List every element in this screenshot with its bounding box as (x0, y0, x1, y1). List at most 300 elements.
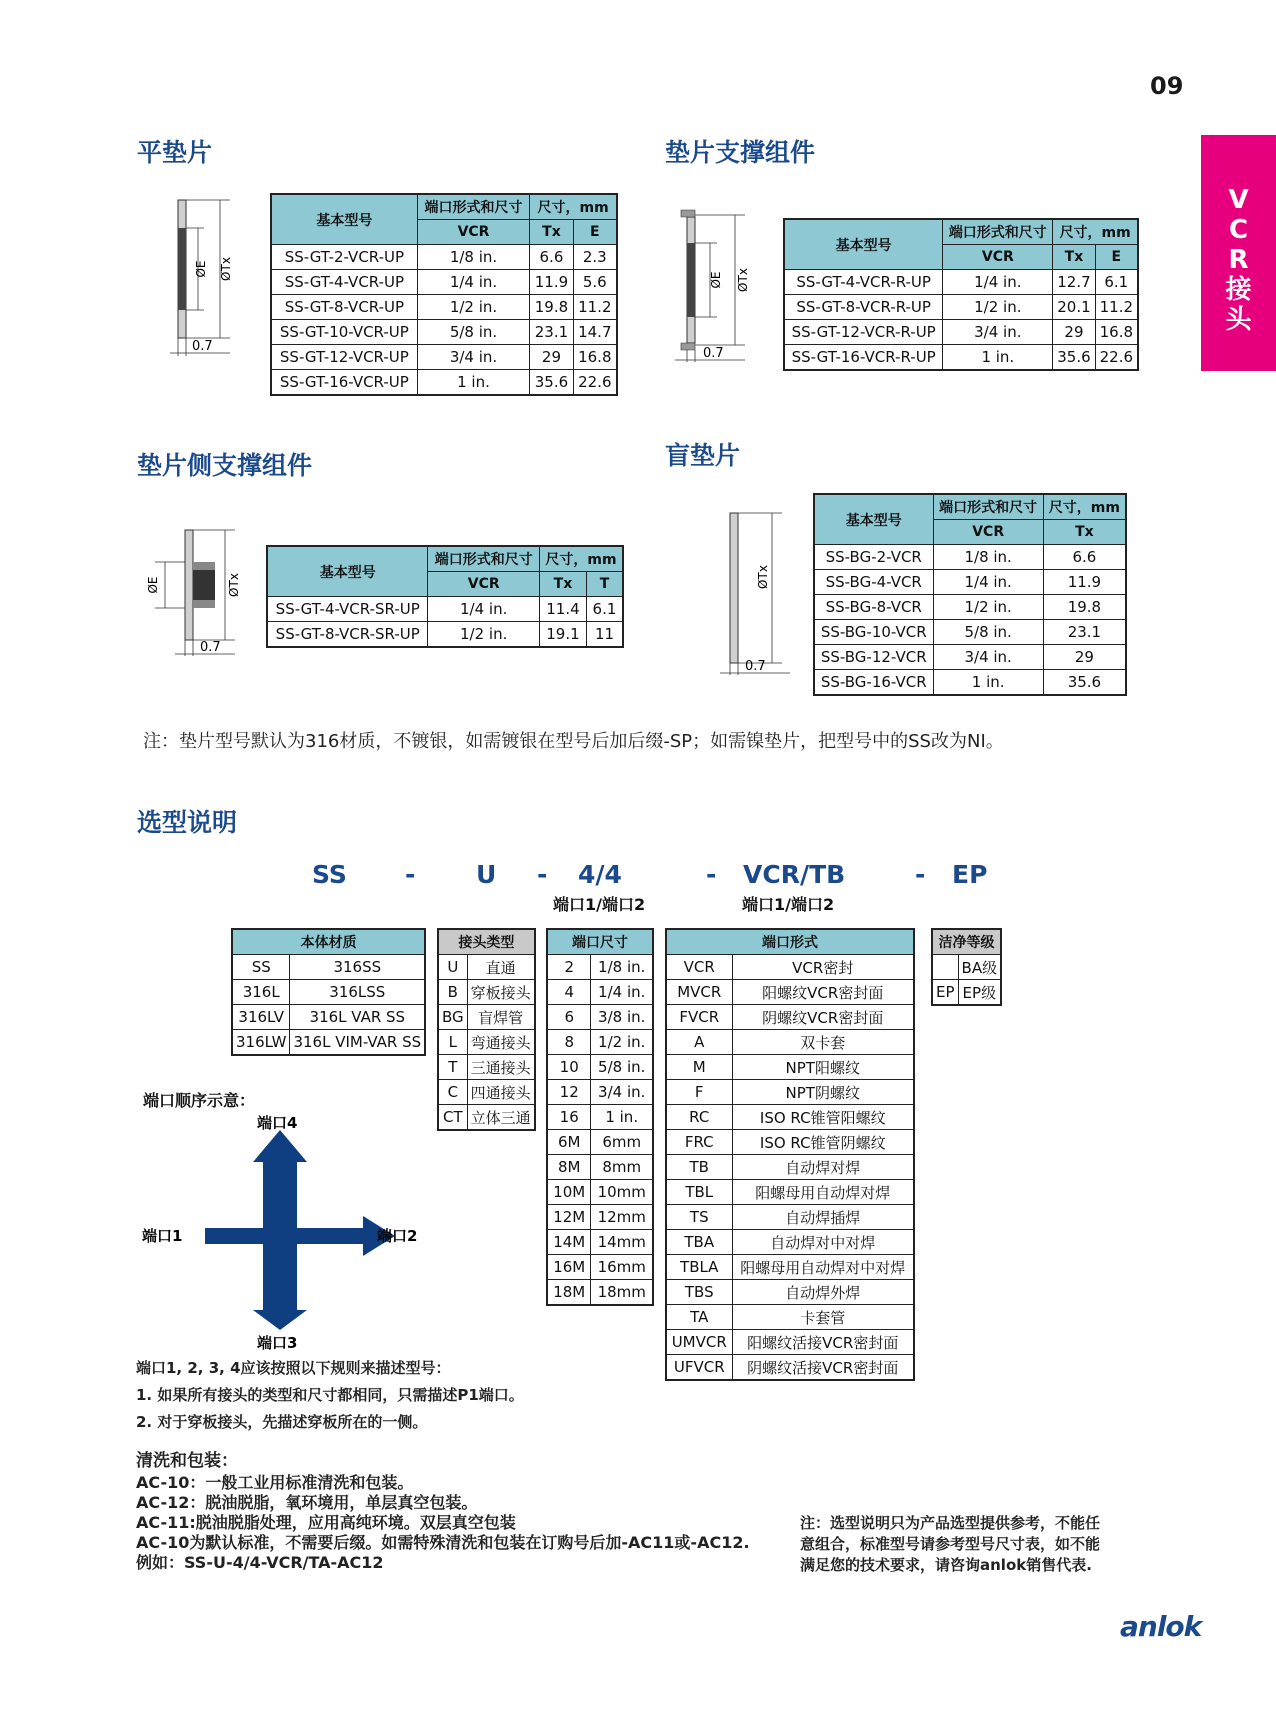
side-retainer-drawing (135, 520, 265, 660)
table-cell: 阴螺纹VCR密封面 (732, 1005, 914, 1030)
table-row (438, 1055, 535, 1080)
table-cell: 6M (547, 1130, 591, 1155)
table-cell: 35.6 (530, 370, 573, 396)
dim-tx-label: ØTx (219, 257, 233, 281)
table-row (547, 1255, 653, 1280)
type-table (437, 928, 536, 1131)
table-header-row (666, 929, 914, 955)
table-row (438, 1105, 535, 1131)
table-row (666, 1030, 914, 1055)
table-row (232, 1005, 425, 1030)
table-cell: 3/4 in. (591, 1080, 653, 1105)
drawing-shape (193, 600, 215, 608)
table-cell: 自动焊对中对焊 (732, 1230, 914, 1255)
table-row (271, 320, 617, 345)
code-clean: EP (952, 860, 988, 889)
port2-label: 端口2 (377, 1227, 418, 1245)
table-row (547, 1130, 653, 1155)
table-cell: NPT阳螺纹 (732, 1055, 914, 1080)
drawing-shape (193, 562, 215, 570)
table-cell: 盲焊管 (467, 1005, 535, 1030)
table-cell: UFVCR (666, 1355, 732, 1381)
table-cell: 11.9 (530, 270, 573, 295)
table-row (666, 1005, 914, 1030)
table-cell: 6.6 (530, 245, 573, 270)
table-cell: 自动焊插焊 (732, 1205, 914, 1230)
page-number: 09 (1150, 72, 1184, 100)
table-cell: TBA (666, 1230, 732, 1255)
table-cell: 1 in. (933, 670, 1043, 696)
table-row (666, 1180, 914, 1205)
table-row (547, 1105, 653, 1130)
table-cell: A (666, 1030, 732, 1055)
table-row (271, 370, 617, 396)
table-cell: 直通 (467, 955, 535, 980)
tab-char: 接 (1225, 275, 1252, 305)
table-cell: 8mm (591, 1155, 653, 1180)
table-row (666, 955, 914, 980)
table-cell: SS-GT-4-VCR-R-UP (784, 270, 943, 295)
table-cell: T (586, 572, 623, 597)
table-cell: 1/2 in. (943, 295, 1053, 320)
table-cell: 16mm (591, 1255, 653, 1280)
dim-thickness: 0.7 (703, 346, 724, 361)
table-row (932, 955, 1001, 980)
table-row (271, 295, 617, 320)
table-cell: 6.1 (1095, 270, 1138, 295)
table-cell: 1/2 in. (933, 595, 1043, 620)
disclaimer (800, 1513, 1100, 1576)
table-cell: 316LV (232, 1005, 290, 1030)
table-cell: VCR (666, 955, 732, 980)
table-cell: 四通接头 (467, 1080, 535, 1105)
table-cell: 1/4 in. (933, 570, 1043, 595)
table-row (666, 1230, 914, 1255)
col-vcr: VCR (417, 220, 530, 245)
text-line: 例如：SS-U-4/4-VCR/TA-AC12 (136, 1553, 384, 1572)
table-row (666, 1080, 914, 1105)
table-row (666, 1355, 914, 1381)
table-cell: SS-GT-4-VCR-SR-UP (267, 597, 428, 622)
table-cell: VCR (933, 520, 1043, 545)
clean-table (931, 928, 1002, 1006)
table-cell: SS-GT-4-VCR-UP (271, 270, 417, 295)
code-type: U (476, 860, 497, 889)
table-cell: 1/4 in. (943, 270, 1053, 295)
text-line: 2. 对于穿板接头，先描述穿板所在的一侧。 (136, 1413, 428, 1431)
table-row (438, 1030, 535, 1055)
table-cell: 4 (547, 980, 591, 1005)
table-cell: 6 (547, 1005, 591, 1030)
col-e: E (573, 220, 617, 245)
table-cell: 接头类型 (438, 929, 535, 955)
table-cell: 316SS (290, 955, 425, 980)
table-cell: 阴螺纹活接VCR密封面 (732, 1355, 914, 1381)
table-row (814, 570, 1126, 595)
table-cell: 自动焊外焊 (732, 1280, 914, 1305)
form-table (665, 928, 915, 1381)
table-row (666, 1155, 914, 1180)
table-cell: 11.4 (539, 597, 586, 622)
table-cell: 16.8 (573, 345, 617, 370)
table-cell: 卡套管 (732, 1305, 914, 1330)
table-cell: VCR (943, 245, 1053, 270)
table-cell: 端口形式和尺寸 (943, 219, 1053, 245)
table-cell: 端口尺寸 (547, 929, 653, 955)
table-cell: BA级 (958, 955, 1001, 980)
col-size: 尺寸，mm (530, 194, 617, 220)
port-order-label: 端口顺序示意： (143, 1091, 256, 1110)
table-cell: 弯通接头 (467, 1030, 535, 1055)
text-line: AC-11:脱油脱脂处理，应用高纯环境。双层真空包装 (136, 1513, 516, 1532)
table-cell: Tx (1053, 245, 1095, 270)
table-cell: C (438, 1080, 467, 1105)
table-cell: 1 in. (591, 1105, 653, 1130)
table-cell: 1 in. (943, 345, 1053, 371)
table-cell: SS-GT-16-VCR-UP (271, 370, 417, 396)
table-cell: 10mm (591, 1180, 653, 1205)
table-cell: EP (932, 980, 958, 1006)
table-cell: NPT阴螺纹 (732, 1080, 914, 1105)
table-cell: 1/8 in. (591, 955, 653, 980)
table-cell: SS-BG-10-VCR (814, 620, 933, 645)
table-cell: 316L VIM-VAR SS (290, 1030, 425, 1056)
col-base: 基本型号 (271, 194, 417, 245)
drawing-shape (687, 243, 695, 317)
table-cell: 20.1 (1053, 295, 1095, 320)
port-order-diagram (135, 1110, 445, 1350)
table-row (271, 245, 617, 270)
text-line: 注：选型说明只为产品选型提供参考，不能任 (800, 1514, 1101, 1532)
table-row (547, 1230, 653, 1255)
table-row (666, 980, 914, 1005)
table-cell: 18M (547, 1280, 591, 1306)
col-tx: Tx (530, 220, 573, 245)
table-cell: 11.2 (1095, 295, 1138, 320)
cross-arrow-icon (205, 1130, 395, 1330)
table-cell: Tx (539, 572, 586, 597)
table-cell: TA (666, 1305, 732, 1330)
table-row (232, 1030, 425, 1056)
code-size: 4/4 (578, 860, 622, 889)
table-cell: 3/4 in. (933, 645, 1043, 670)
table-cell: SS-BG-8-VCR (814, 595, 933, 620)
text-line: AC-10：一般工业用标准清洗和包装。 (136, 1473, 414, 1492)
table-header-row (232, 929, 425, 955)
table-cell: VCR密封 (732, 955, 914, 980)
table-cell: 端口形式 (666, 929, 914, 955)
table-cell: 1/8 in. (933, 545, 1043, 570)
table-cell: 穿板接头 (467, 980, 535, 1005)
table-cell: 基本型号 (267, 546, 428, 597)
table-cell: 8 (547, 1030, 591, 1055)
table-cell: 10M (547, 1180, 591, 1205)
table-cell: 29 (530, 345, 573, 370)
table-row (232, 980, 425, 1005)
table-header-row (267, 546, 623, 572)
table-row (784, 270, 1138, 295)
table-row (267, 622, 623, 648)
table-header-row (547, 929, 653, 955)
table-cell: TBS (666, 1280, 732, 1305)
table-row (547, 1080, 653, 1105)
table-cell: TS (666, 1205, 732, 1230)
dim-e-label: ØE (194, 260, 208, 278)
table-cell: 2 (547, 955, 591, 980)
flat-gasket-drawing (160, 190, 260, 360)
code-dash: - (915, 860, 926, 889)
table-row (784, 320, 1138, 345)
dim-tx-label: ØTx (227, 573, 241, 597)
table-cell: SS-GT-2-VCR-UP (271, 245, 417, 270)
table-cell: TBLA (666, 1255, 732, 1280)
table-row (271, 345, 617, 370)
text-line: 清洗和包装： (136, 1451, 238, 1471)
rules-block (136, 1357, 524, 1433)
text-line: AC-12：脱油脱脂，氧环境用，单层真空包装。 (136, 1493, 478, 1512)
table-cell: 3/4 in. (417, 345, 530, 370)
code-dash: - (706, 860, 717, 889)
table-cell: TB (666, 1155, 732, 1180)
table-cell: RC (666, 1105, 732, 1130)
retainer-gasket-drawing (665, 205, 775, 365)
table-cell: B (438, 980, 467, 1005)
code-material: SS (312, 860, 347, 889)
table-cell: SS-GT-8-VCR-UP (271, 295, 417, 320)
code-dash: - (537, 860, 548, 889)
table-cell: 3/8 in. (591, 1005, 653, 1030)
table-cell: 6mm (591, 1130, 653, 1155)
table-cell: 29 (1043, 645, 1126, 670)
table-cell: F (666, 1080, 732, 1105)
table-row (784, 295, 1138, 320)
table-row (547, 1155, 653, 1180)
table-cell: 自动焊对焊 (732, 1155, 914, 1180)
table-cell: 18mm (591, 1280, 653, 1306)
table-row (666, 1130, 914, 1155)
dim-e-label: ØE (146, 576, 160, 594)
table-header-row (932, 929, 1001, 955)
table-cell: SS (232, 955, 290, 980)
table-cell: SS-GT-8-VCR-R-UP (784, 295, 943, 320)
table-cell: 6.1 (586, 597, 623, 622)
table-cell: E (1095, 245, 1138, 270)
table-row (666, 1205, 914, 1230)
table-cell: TBL (666, 1180, 732, 1205)
blind-gasket-table (813, 493, 1127, 696)
table-row (438, 1005, 535, 1030)
table-cell: 6.6 (1043, 545, 1126, 570)
table-cell: Tx (1043, 520, 1126, 545)
table-cell: VCR (428, 572, 539, 597)
port-caption: 端口1/端口2 (553, 895, 646, 914)
port3-label: 端口3 (257, 1334, 298, 1350)
table-cell: ISO RC锥管阳螺纹 (732, 1105, 914, 1130)
text-line: 满足您的技术要求，请咨询anlok销售代表. (800, 1556, 1092, 1574)
table-cell: U (438, 955, 467, 980)
table-row (547, 1280, 653, 1306)
table-cell: 316LSS (290, 980, 425, 1005)
table-cell: 35.6 (1053, 345, 1095, 371)
table-cell: 尺寸，mm (1043, 494, 1126, 520)
selection-title: 选型说明 (137, 808, 238, 837)
table-cell: 8M (547, 1155, 591, 1180)
table-cell: SS-BG-4-VCR (814, 570, 933, 595)
table-cell: 尺寸，mm (1053, 219, 1138, 245)
code-form: VCR/TB (743, 860, 846, 889)
table-cell: FVCR (666, 1005, 732, 1030)
table-cell: MVCR (666, 980, 732, 1005)
drawing-shape (178, 228, 186, 310)
port-caption: 端口1/端口2 (742, 895, 835, 914)
table-cell: UMVCR (666, 1330, 732, 1355)
table-cell: 316L (232, 980, 290, 1005)
table-row (666, 1055, 914, 1080)
table-cell: SS-BG-16-VCR (814, 670, 933, 696)
tab-char: V (1228, 185, 1249, 215)
table-cell: 5/8 in. (417, 320, 530, 345)
drawing-shape (681, 343, 695, 350)
table-cell: 立体三通 (467, 1105, 535, 1131)
table-cell: 316LW (232, 1030, 290, 1056)
retainer-gasket-table (783, 218, 1139, 371)
text-line: 1. 如果所有接头的类型和尺寸都相同，只需描述P1端口。 (136, 1386, 524, 1404)
blind-gasket-title: 盲垫片 (665, 441, 741, 470)
table-cell: 16 (547, 1105, 591, 1130)
table-cell: 29 (1053, 320, 1095, 345)
table-header-row (271, 194, 617, 220)
dim-thickness: 0.7 (745, 659, 766, 674)
table-row (784, 345, 1138, 371)
table-cell: 阳螺纹活接VCR密封面 (732, 1330, 914, 1355)
table-cell: L (438, 1030, 467, 1055)
table-cell: 14mm (591, 1230, 653, 1255)
dim-e-label: ØE (709, 271, 723, 289)
port1-label: 端口1 (142, 1227, 183, 1245)
retainer-gasket-title: 垫片支撑组件 (665, 138, 816, 167)
table-row (547, 1205, 653, 1230)
table-row (438, 980, 535, 1005)
table-cell: 11 (586, 622, 623, 648)
text-line: 意组合，标准型号请参考型号尺寸表，如不能 (800, 1535, 1101, 1553)
table-cell: 22.6 (573, 370, 617, 396)
table-row (547, 980, 653, 1005)
table-cell: 16M (547, 1255, 591, 1280)
table-cell: ISO RC锥管阴螺纹 (732, 1130, 914, 1155)
table-cell: 23.1 (530, 320, 573, 345)
table-cell: 5/8 in. (591, 1055, 653, 1080)
table-cell: 14.7 (573, 320, 617, 345)
table-cell: 本体材质 (232, 929, 425, 955)
table-cell: 23.1 (1043, 620, 1126, 645)
table-cell: 1/2 in. (428, 622, 539, 648)
text-line: 端口1, 2, 3, 4应该按照以下规则来描述型号： (136, 1359, 451, 1377)
table-cell: 1/2 in. (591, 1030, 653, 1055)
size-table (546, 928, 654, 1306)
table-row (547, 955, 653, 980)
drawing-shape (185, 530, 193, 640)
table-cell: 1/2 in. (417, 295, 530, 320)
table-cell: 5/8 in. (933, 620, 1043, 645)
table-cell: 1/4 in. (591, 980, 653, 1005)
table-cell: 19.8 (1043, 595, 1126, 620)
table-header-row (814, 494, 1126, 520)
cleaning-block (136, 1451, 750, 1573)
table-cell: 阳螺母用自动焊对焊 (732, 1180, 914, 1205)
table-cell: 3/4 in. (943, 320, 1053, 345)
dim-thickness: 0.7 (200, 640, 221, 655)
table-row (666, 1280, 914, 1305)
table-cell: 1 in. (417, 370, 530, 396)
table-row (267, 597, 623, 622)
table-cell: 尺寸，mm (539, 546, 623, 572)
table-header-row (438, 929, 535, 955)
drawing-shape (730, 513, 738, 663)
material-note: 注：垫片型号默认为316材质，不镀银，如需镀银在型号后加后缀-SP；如需镍垫片，把型号中的SS改为NI。 (143, 731, 1004, 752)
table-cell: SS-GT-16-VCR-R-UP (784, 345, 943, 371)
col-port: 端口形式和尺寸 (417, 194, 530, 220)
dim-tx-label: ØTx (756, 565, 770, 589)
table-cell: 1/8 in. (417, 245, 530, 270)
table-cell: 端口形式和尺寸 (428, 546, 539, 572)
section-tab (1201, 135, 1276, 371)
table-cell: EP级 (958, 980, 1001, 1006)
drawing-shape (681, 210, 695, 217)
table-cell: 35.6 (1043, 670, 1126, 696)
table-cell: SS-GT-12-VCR-UP (271, 345, 417, 370)
table-cell (932, 955, 958, 980)
table-cell: CT (438, 1105, 467, 1131)
table-row (932, 980, 1001, 1006)
table-row (547, 1055, 653, 1080)
table-cell: 基本型号 (784, 219, 943, 270)
table-row (814, 645, 1126, 670)
table-cell: 5.6 (573, 270, 617, 295)
port4-label: 端口4 (257, 1114, 298, 1132)
table-cell: 22.6 (1095, 345, 1138, 371)
table-cell: T (438, 1055, 467, 1080)
table-row (666, 1105, 914, 1130)
dim-tx-label: ØTx (736, 268, 750, 292)
table-cell: 1/4 in. (417, 270, 530, 295)
table-cell: 双卡套 (732, 1030, 914, 1055)
table-cell: 阳螺母用自动焊对中对焊 (732, 1255, 914, 1280)
tab-char: R (1228, 245, 1249, 275)
side-retainer-title: 垫片侧支撑组件 (137, 451, 313, 480)
table-cell: 1/4 in. (428, 597, 539, 622)
table-row (814, 595, 1126, 620)
table-cell: SS-BG-2-VCR (814, 545, 933, 570)
table-cell: SS-BG-12-VCR (814, 645, 933, 670)
table-header-row (784, 219, 1138, 245)
table-row (666, 1255, 914, 1280)
table-cell: 洁净等级 (932, 929, 1001, 955)
table-cell: 19.8 (530, 295, 573, 320)
table-cell: 11.9 (1043, 570, 1126, 595)
table-cell: 基本型号 (814, 494, 933, 545)
table-row (271, 270, 617, 295)
table-cell: FRC (666, 1130, 732, 1155)
text-line: AC-10为默认标准，不需要后缀。如需特殊清洗和包装在订购号后加-AC11或-AC12. (136, 1533, 750, 1552)
table-cell: 10 (547, 1055, 591, 1080)
blind-gasket-drawing (710, 505, 810, 675)
table-cell: SS-GT-12-VCR-R-UP (784, 320, 943, 345)
table-cell: 16.8 (1095, 320, 1138, 345)
table-row (547, 1180, 653, 1205)
table-row (814, 545, 1126, 570)
table-cell: 三通接头 (467, 1055, 535, 1080)
table-cell: 14M (547, 1230, 591, 1255)
